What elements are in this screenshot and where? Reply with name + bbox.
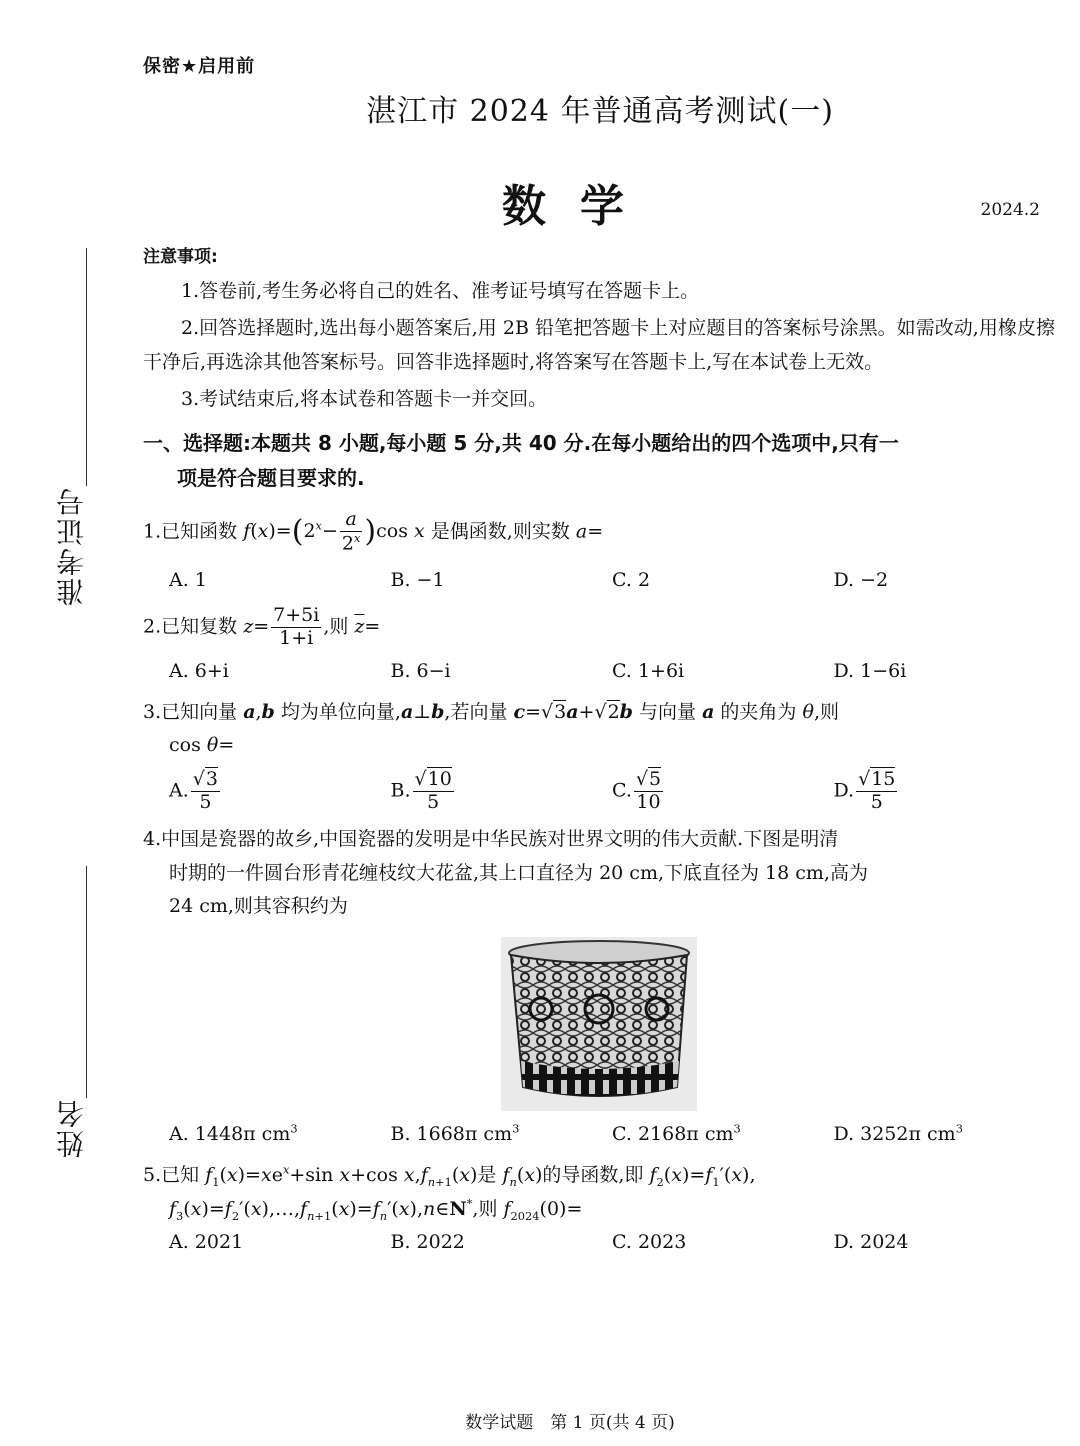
q3-option-d: D. $\frac{√15}{5}$ [833, 767, 896, 813]
name-line [86, 866, 87, 1098]
notice-item-2: 2.回答选择题时,选出每小题答案后,用 2B 铅笔把答题卡上对应题目的答案标号涂黑。如需改动,用橡皮擦干净后,再选涂其他答案标号。回答非选择题时,将答案写在答题卡上,写在本试卷上无效。 [143, 317, 1055, 373]
q4-option-a: A. 1448π $cm^3$ [169, 1121, 298, 1146]
q3-text-4: 与向量 [639, 701, 697, 724]
q3-text-2: 均为单位向量, [280, 701, 401, 724]
q2-options [143, 656, 1055, 686]
q3-option-b: B. $\frac{√10}{5}$ [390, 767, 452, 813]
question-2: 2.已知复数 z= $\frac{7+5i}{1+i}$ ,则 $\overline{z}=$ [143, 604, 381, 649]
notice-item-1: 1.答卷前,考生务必将自己的姓名、准考证号填写在答题卡上。 [181, 280, 700, 303]
q4-line-2: 时期的一件圆台形青花缠枝纹大花盆,其上口直径为 20 cm,下底直径为 18 cm,高为 [169, 861, 868, 884]
q2-option-c: C. 1+6i [612, 659, 685, 682]
name-label: 姓名 [55, 1098, 88, 1158]
question-4 [143, 823, 1055, 923]
section-heading-line1: 一、选择题:本题共 8 小题,每小题 5 分,共 40 分.在每小题给出的四个选项中,只有一 [143, 431, 899, 456]
exam-content [143, 240, 1055, 1257]
q2-fraction [271, 605, 321, 650]
q4-options [143, 1119, 1055, 1149]
exam-date: 2024.2 [980, 200, 1040, 220]
q5-option-c: C. 2023 [612, 1230, 687, 1253]
q4-option-c: C. 2168π $cm^3$ [612, 1121, 741, 1146]
flowerpot-illustration [501, 937, 697, 1111]
notice-heading: 注意事项: [143, 247, 218, 267]
q3-text-6: ,则 [813, 701, 839, 724]
q5-option-a: A. 2021 [169, 1230, 244, 1253]
page-footer: 数学试题 第 1 页(共 4 页) [465, 1413, 675, 1433]
q4-option-d: D. 3252π $cm^3$ [833, 1121, 963, 1146]
q2-option-d: D. 1−6i [833, 659, 907, 682]
exam-id-label: 准考证号 [55, 486, 88, 606]
q1-formula: $f(x)=(2^x-$ $\frac{a}{2^x}$ )cos x [243, 508, 425, 555]
q1-option-a: A. 1 [169, 568, 207, 591]
q2-option-a: A. 6+i [169, 659, 229, 682]
q5-option-d: D. 2024 [833, 1230, 909, 1253]
q4-option-b: B. 1668π $cm^3$ [390, 1121, 520, 1146]
q3-option-c: C. $\frac{√5}{10}$ [612, 767, 662, 813]
section-heading [143, 426, 1055, 496]
q2-num: 7+5i [273, 604, 320, 627]
q3-text: 3.已知向量 [143, 701, 238, 724]
q3-option-a: A. $\frac{√3}{5}$ [169, 767, 218, 813]
q3-text-5: 的夹角为 [720, 701, 797, 724]
q5-option-b: B. 2022 [390, 1230, 465, 1253]
q4-line-3: 24 cm,则其容积约为 [169, 894, 348, 917]
question-1: 1.已知函数 $f(x)=(2^x-$ $\frac{a}{2^x}$ )cos x 是偶函数,则实数 a= [143, 508, 604, 555]
q1-option-b: B. −1 [390, 568, 445, 591]
section-heading-line2: 项是符合题目要求的. [177, 466, 365, 491]
q5-formula-1: $f_1(x)=xe^x+\sin$ x+cos $x,f_{n+1}(x)$是 $f_n(x)$的导函数,即 $f_2(x)=f_1'(x)$, [205, 1163, 756, 1190]
q5-options [143, 1227, 1055, 1257]
q2-den: 1+i [271, 627, 321, 650]
flowerpot-image [501, 937, 697, 1111]
question-5 [143, 1159, 1055, 1227]
subject-title: 数学 [502, 181, 658, 232]
q1-option-c: C. 2 [612, 568, 651, 591]
q5-text: 5.已知 [143, 1164, 200, 1187]
q5-formula-2: $f_3(x)=f_2'(x),\dots,f_{n+1}(x)=f_n'(x),n\in N^*$,则 $f_{2024}(0)=$ [169, 1196, 583, 1224]
exam-title: 湛江市 2024 年普通高考测试(一) [366, 94, 834, 129]
notice-item-3: 3.考试结束后,将本试卷和答题卡一并交回。 [181, 387, 548, 410]
q2-text-2: ,则 [323, 615, 349, 638]
q3-text-3: ,若向量 [444, 701, 508, 724]
q1-text: 1.已知函数 [143, 520, 238, 543]
question-3: 3.已知向量 a,b 均为单位向量,a⊥b,若向量 c=√3a+√2b 与向量 a 的夹角为 θ,则 cos θ= [143, 701, 839, 757]
q1-var: a [575, 520, 588, 543]
confidential-mark: 保密★启用前 [143, 56, 256, 77]
q1-option-d: D. −2 [833, 568, 889, 591]
q1-text-2: 是偶函数,则实数 [430, 520, 570, 543]
q1-options [143, 565, 1055, 595]
q4-line-1: 4.中国是瓷器的故乡,中国瓷器的发明是中华民族对世界文明的伟大贡献.下图是明清 [143, 828, 839, 851]
q3-options [143, 769, 1055, 814]
exam-id-line [86, 248, 87, 486]
q2-text: 2.已知复数 [143, 615, 238, 638]
q2-option-b: B. 6−i [390, 659, 451, 682]
